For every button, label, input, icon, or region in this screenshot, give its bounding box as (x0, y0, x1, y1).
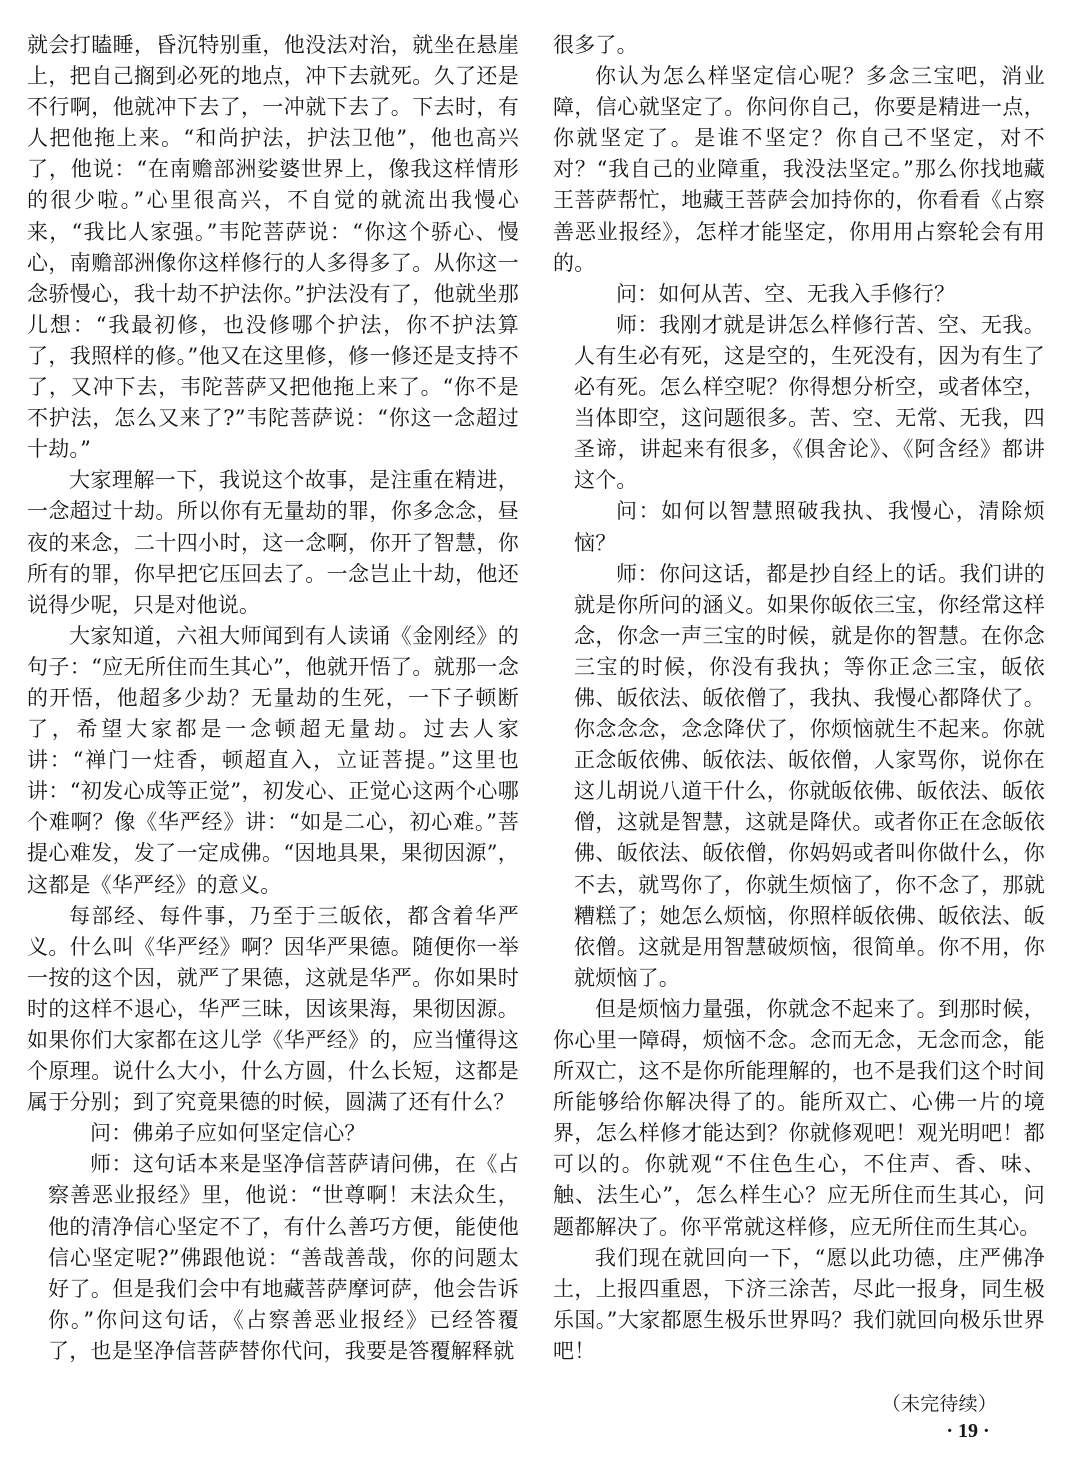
avatamsaka-paragraph: 每部经、每件事，乃至于三皈依，都含着华严义。什么叫《华严经》啊？因华严果德。随便你一举一按的这个因，就严了果德，这就是华严。你如果时时的这样不退心，华严三昧，因该果海，果彻因源。如果你们大家都在这儿学《华严经》的，应当懂得这个原理。说什么大小，什么方圆，什么长短，这都是属于分别；到了究竟果德的时候，圆满了还有什么？ (27, 903, 519, 1115)
story-continuation-paragraph: 就会打瞌睡，昏沉特别重，他没法对治，就坐在悬崖上，把自己搁到必死的地点，冲下去就死。久了还是不行啊，他就冲下去了，一冲就下去了。下去时，有人把他拖上来。“和尚护法，护法卫他”，他也高兴了，他说：“在南赡部洲娑婆世界上，像我这样情形的很少啦。”心里很高兴，不自觉的就流出我慢心来，“我比人家强。”韦陀菩萨说：“你这个骄心、慢心，南赡部洲像你这样修行的人多得多了。从你这一念骄慢心，我十劫不护法你。”护法没有了，他就坐那儿想：“我最初修，也没修哪个护法，你不护法算了，我照样的修。”他又在这里修，修一修还是支持不了，又冲下去，韦陀菩萨又把他拖上来了。“你不是不护法，怎么又来了?”韦陀菩萨说：“你这一念超过十劫。” (27, 33, 519, 462)
sixth-patriarch-paragraph: 大家知道，六祖大师闻到有人读诵《金刚经》的句子：“应无所住而生其心”，他就开悟了。就那一念的开悟，他超多少劫？无量劫的生死，一下子顿断了，希望大家都是一念顿超无量劫。过去人家讲：“禅门一炷香，顿超直入，立证菩提。”这里也讲：“初发心成等正觉”，初发心、正觉心这两个心哪个难啊？像《华严经》讲：“如是二心，初心难。”菩提心难发，发了一定成佛。“因地具果，果彻因源”，这都是《华严经》的意义。 (27, 623, 519, 897)
afflictions-paragraph: 但是烦恼力量强，你就念不起来了。到那时候，你心里一障碍，烦恼不念。念而无念，无念而念，能所双亡，这不是你所能理解的，也不是我们这个时间所能够给你解决得了的。能所双亡、心佛一片的境界，怎么样修才能达到？你就修观吧！观光明吧！都可以的。你就观“不住色生心，不住声、香、味、触、法生心”，怎么样生心？应无所住而生其心，问题都解决了。你平常就这样修，应无所住而生其心。 (553, 996, 1045, 1239)
question-firm-faith: 问：佛弟子应如何坚定信心？ (90, 1121, 366, 1146)
answer-suffering-emptiness: 师：我刚才就是讲怎么样修行苦、空、无我。人有生必有死，这是空的，生死没有，因为有生了必有死。怎么样空呢？你得想分析空，或者体空，当体即空，这问题很多。苦、空、无常、无我，四圣谛，讲起来有很多，《俱舍论》、《阿含经》都讲这个。 (574, 312, 1045, 493)
diligence-paragraph: 大家理解一下，我说这个故事，是注重在精进，一念超过十劫。所以你有无量劫的罪，你多念念，昼夜的来念，二十四小时，这一念啊，你开了智慧，你所有的罪，你早把它压回去了。一念岂止十劫，他还说得少呢，只是对他说。 (27, 468, 519, 617)
dedication-paragraph: 我们现在就回向一下，“愿以此功德，庄严佛净土，上报四重恩，下济三涂苦，尽此一报身，同生极乐国。”大家都愿生极乐世界吗？我们就回向极乐世界吧！ (553, 1245, 1045, 1363)
to-be-continued-note: （未完待续） (881, 1393, 997, 1416)
question-wisdom-ego: 问：如何以智慧照破我执、我慢心，清除烦恼？ (574, 499, 1045, 555)
answer-wisdom-ego: 师：你问这话，都是抄自经上的话。我们讲的就是你所问的涵义。如果你皈依三宝，你经常这样念，你念一声三宝的时候，就是你的智慧。在你念三宝的时候，你没有我执；等你正念三宝，皈依佛、皈依法、皈依僧了，我执、我慢心都降伏了。你念念念，念念降伏了，你烦恼就生不起来。你就正念皈依佛、皈依法、皈依僧，人家骂你，说你在这儿胡说八道干什么，你就皈依佛、皈依法、皈依僧，这就是智慧，这就是降伏。或者你正在念皈依佛、皈依法、皈依僧，你妈妈或者叫你做什么，你不去，就骂你了，你就生烦恼了，你不念了，那就糟糕了；她怎么烦恼，你照样皈依佛、皈依法、皈依僧。这就是用智慧破烦恼，很简单。你不用，你就烦恼了。 (574, 561, 1045, 990)
right-column (553, 30, 1045, 1420)
question-suffering-emptiness: 问：如何从苦、空、无我入手修行？ (616, 281, 956, 306)
three-jewels-paragraph: 你认为怎么样坚定信心呢？多念三宝吧，消业障，信心就坚定了。你问你自己，你要是精进一点，你就坚定了。是谁不坚定？你自己不坚定，对不对？“我自己的业障重，我没法坚定。”那么你找地藏王菩萨帮忙，地藏王菩萨会加持你的，你看看《占察善恶业报经》，怎样才能坚定，你用用占察轮会有用的。 (553, 64, 1045, 275)
page-number: · 19 · (946, 1420, 990, 1442)
answer-firm-faith-continuation: 很多了。 (553, 33, 638, 57)
left-column (27, 30, 519, 1367)
answer-firm-faith: 师：这句话本来是坚净信菩萨请问佛，在《占察善恶业报经》里，他说：“世尊啊！末法众生，他的清净信心坚定不了，有什么善巧方便，能使他信心坚定呢?”佛跟他说：“善哉善哉，你的问题太好了。但是我们会中有地藏菩萨摩诃萨，他会告诉你。”你问这句话，《占察善恶业报经》已经答覆了，也是坚净信菩萨替你代问，我要是答覆解释就 (48, 1152, 519, 1363)
